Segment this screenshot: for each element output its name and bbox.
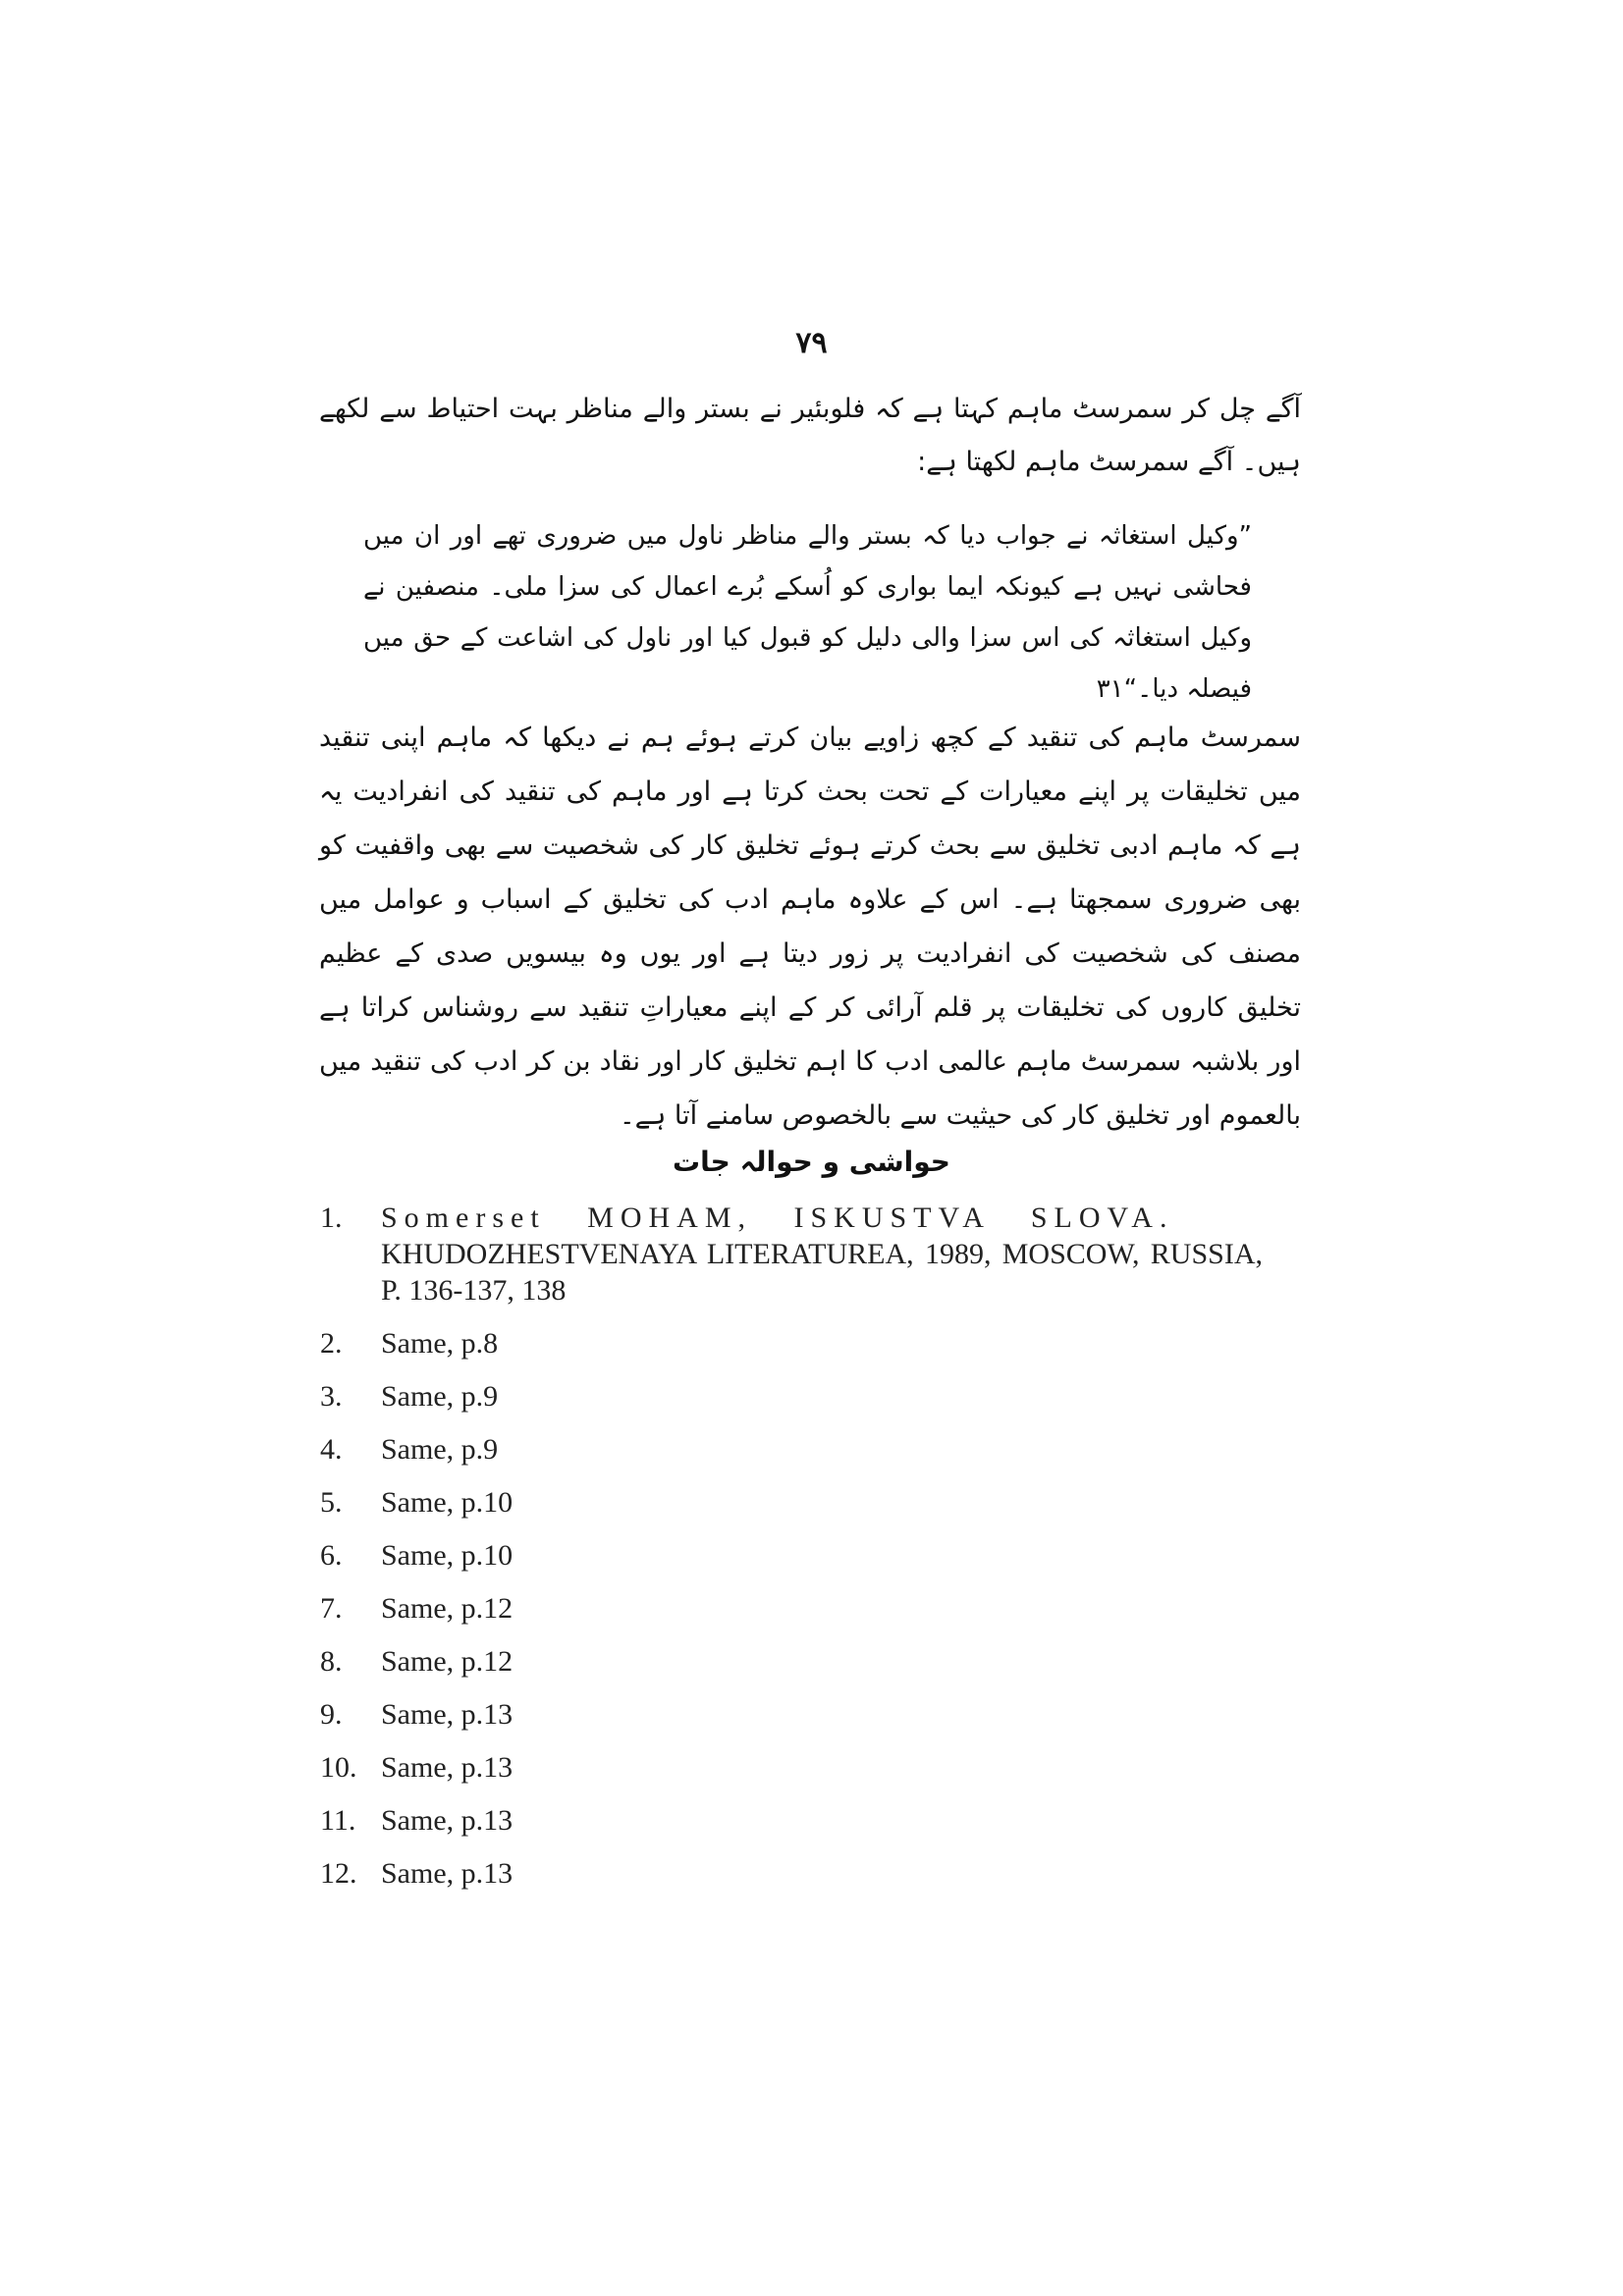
note-text-line1: Somerset MOHAM, ISKUSTVA SLOVA. <box>381 1201 1174 1234</box>
note-text: Same, p.13 <box>381 1804 514 1837</box>
note-item <box>320 1590 1263 1627</box>
note-item <box>320 1200 1263 1308</box>
note-text: Same, p.13 <box>381 1698 514 1731</box>
block-quote: ”وکیل استغاثہ نے جواب دیا کہ بستر والے مناظر ناول میں ضروری تھے اور ان میں فحاشی نہیں ہے کیونکہ ایما بواری کو اُسکے بُرے اعمال کی سزا ملی۔ منصفین نے وکیل استغاثہ کی اس سزا والی دلیل کو قبول کیا اور ناول کی اشاعت کے حق میں فیصلہ دیا۔“۳۱ <box>363 521 1252 704</box>
note-number: 4. <box>320 1433 343 1466</box>
note-number: 5. <box>320 1486 343 1519</box>
note-item <box>320 1696 1263 1733</box>
note-item <box>320 1537 1263 1574</box>
note-number: 3. <box>320 1380 343 1413</box>
note-text: Same, p.10 <box>381 1539 514 1572</box>
notes-list <box>320 1200 1263 1908</box>
notes-heading: حواشی و حوالہ جات <box>673 1146 950 1178</box>
body-paragraph-2: سمرسٹ ماہم کی تنقید کے کچھ زاویے بیان کرتے ہوئے ہم نے دیکھا کہ ماہم اپنی تنقید میں تخلیقات پر اپنے معیارات کے تحت بحث کرتا ہے اور ماہم کی تنقید کی انفرادیت یہ ہے کہ ماہم ادبی تخلیق سے بحث کرتے ہوئے تخلیق کار کی شخصیت سے بھی واقفیت کو بھی ضروری سمجھتا ہے۔ اس کے علاوہ ماہم ادب کی تخلیق کے اسباب و عوامل میں مصنف کی شخصیت کی انفرادیت پر زور دیتا ہے اور یوں وہ بیسویں صدی کے عظیم تخلیق کاروں کی تخلیقات پر قلم آرائی کر کے اپنے معیاراتِ تنقید سے روشناس کراتا ہے اور بلاشبہ سمرسٹ ماہم عالمی ادب کا اہم تخلیق کار اور نقاد بن کر ادب کی تنقید میں بالعموم اور تخلیق کار کی حیثیت سے بالخصوص سامنے آتا ہے۔ <box>319 722 1301 1131</box>
note-number: 9. <box>320 1698 343 1731</box>
note-text: Same, p.12 <box>381 1592 514 1625</box>
note-number: 6. <box>320 1539 343 1572</box>
note-item <box>320 1643 1263 1680</box>
note-number: 8. <box>320 1645 343 1678</box>
note-item <box>320 1855 1263 1892</box>
note-item <box>320 1484 1263 1521</box>
note-text-rest: KHUDOZHESTVENAYA LITERATUREA, 1989, MOSCOW, RUSSIA, P. 136-137, 138 <box>381 1238 1263 1307</box>
note-number: 2. <box>320 1327 343 1360</box>
note-item <box>320 1325 1263 1362</box>
note-text: Same, p.10 <box>381 1486 514 1519</box>
note-item <box>320 1749 1263 1786</box>
body-paragraph-1: آگے چل کر سمرسٹ ماہم کہتا ہے کہ فلوبئیر نے بستر والے مناظر بہت احتیاط سے لکھے ہیں۔ آگے سمرسٹ ماہم لکھتا ہے: <box>319 394 1301 477</box>
note-text: Same, p.12 <box>381 1645 514 1678</box>
note-number: 7. <box>320 1592 343 1625</box>
note-text: Same, p.13 <box>381 1751 514 1784</box>
note-item <box>320 1431 1263 1468</box>
note-text: Same, p.13 <box>381 1857 514 1890</box>
note-number: 12. <box>320 1857 357 1890</box>
note-item <box>320 1378 1263 1415</box>
note-text: Same, p.9 <box>381 1380 499 1413</box>
note-number: 1. <box>320 1201 343 1234</box>
page-number: ۷۹ <box>795 326 828 360</box>
note-item <box>320 1802 1263 1839</box>
note-text <box>381 1200 1263 1308</box>
note-number: 11. <box>320 1804 356 1837</box>
note-text: Same, p.8 <box>381 1327 499 1360</box>
note-text: Same, p.9 <box>381 1433 499 1466</box>
note-number: 10. <box>320 1751 357 1784</box>
